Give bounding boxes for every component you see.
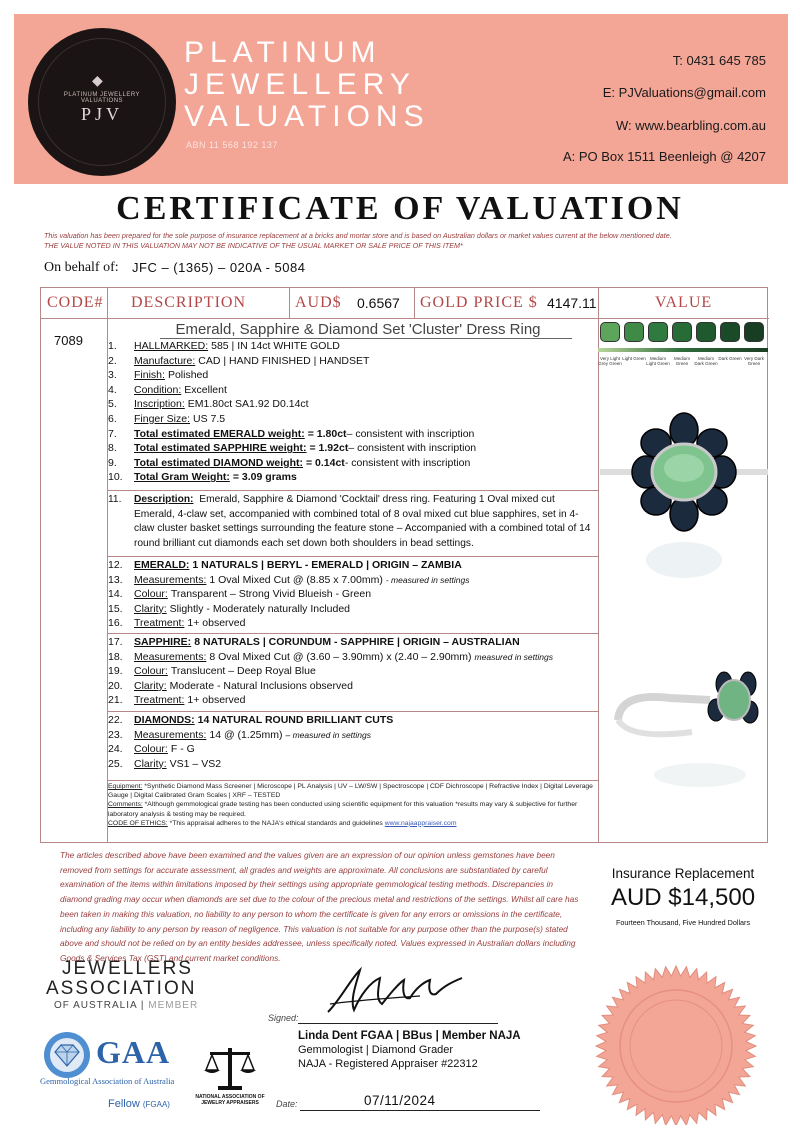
ring-top-view-image [600, 410, 768, 610]
signed-label: Signed: [268, 1013, 299, 1023]
item-title: Emerald, Sapphire & Diamond Set 'Cluster' Dress Ring [108, 321, 608, 338]
pjv-logo [28, 28, 176, 176]
colour-swatch-label: Very Light Grey Green [598, 356, 622, 366]
contact-phone: T: 0431 645 785 [672, 53, 766, 68]
header-value: VALUE [655, 294, 713, 311]
spec-row: 1. HALLMARKED: 585 | IN 14ct WHITE GOLD [108, 340, 340, 352]
embossed-seal [576, 960, 776, 1125]
scales-icon [200, 1042, 260, 1092]
spec-row: 22. DIAMONDS: 14 NATURAL ROUND BRILLIANT CUTS [108, 714, 394, 726]
signature-image [320, 960, 470, 1020]
date-line [300, 1110, 540, 1111]
colour-swatch-label: Medium Dark Green [694, 356, 718, 366]
spec-row: 13. Measurements: 1 Oval Mixed Cut @ (8.85 x 7.00mm) - measured in settings [108, 573, 470, 586]
colour-swatch-label: Dark Green [718, 356, 742, 361]
colour-swatch [672, 322, 692, 342]
certificate-title: CERTIFICATE OF VALUATION [116, 190, 684, 227]
spec-row: 14. Colour: Transparent – Strong Vivid Blueish - Green [108, 588, 372, 601]
contact-website[interactable]: W: www.bearbling.com.au [615, 118, 766, 133]
colour-swatch [600, 322, 620, 342]
gaa-diamond-icon [42, 1030, 92, 1080]
insurance-label: Insurance Replacement [611, 866, 755, 881]
spec-row: 4. Condition: Excellent [108, 383, 227, 396]
fellow-label: Fellow (FGAA) [108, 1098, 170, 1110]
appraiser-title: Gemmologist | Diamond Grader [298, 1044, 454, 1056]
ja-line-2: ASSOCIATION [46, 978, 197, 999]
colour-swatch-label: Very Dark Green [744, 356, 764, 366]
spec-row: 17. SAPPHIRE: 8 NATURALS | CORUNDUM - SAPPHIRE | ORIGIN – AUSTRALIAN [108, 636, 520, 648]
gaa-full-name: Gemmological Association of Australia [40, 1076, 175, 1086]
logo-initials: PJV [80, 104, 123, 124]
description-block: 11. Description: Emerald, Sapphire & Diamond 'Cocktail' dress ring. Featuring 1 Oval mixed cut Emerald, 4-claw set, accompanied with combined total of 8 oval mixed cut blue sapphires, set in 4-claw cluster basket settings surrounding the feature stone – Accompanied with a combined total of 14 round brilliant cut diamonds each set down both shoulders in bead settings. [108, 494, 591, 549]
header-aud-label: AUD$ [295, 294, 342, 311]
colour-swatch [696, 322, 716, 342]
ja-line-3: OF AUSTRALIA | MEMBER [54, 1000, 199, 1011]
header-gold-value: 4147.11 [547, 295, 597, 311]
appraiser-name: Linda Dent FGAA | BBus | Member NAJA [298, 1030, 521, 1042]
spec-row: 15. Clarity: Slightly - Moderately naturally Included [108, 602, 351, 615]
diamond-icon: ◆ [92, 72, 103, 88]
colour-swatch [744, 322, 764, 342]
signature-line [298, 1023, 498, 1024]
disclaimer: This valuation has been prepared for the sole purpose of insurance replacement at a bricks and mortar store and is based on Australian dollars or market values current at the below mentioned date. THE VALUE NOTED IN THIS VALUATION MAY NOT BE INDICATIVE OF THE USUAL MARKET OR SALE PRICE OF THIS ITEM* [44, 231, 672, 250]
contact-email[interactable]: E: PJValuations@gmail.com [602, 85, 766, 100]
item-code: 7089 [54, 333, 83, 348]
spec-row: 9. Total estimated DIAMOND weight: = 0.14ct - consistent with inscription [108, 456, 471, 469]
spec-row: 19. Colour: Translucent – Deep Royal Blue [108, 665, 316, 678]
colour-swatch-label: Medium Green [673, 356, 690, 366]
brand-line-1: PLATINUM [184, 36, 382, 69]
item-details [108, 339, 598, 485]
header-code: CODE# [47, 294, 104, 311]
on-behalf-value: JFC – (1365) – 020A - 5084 [132, 260, 306, 275]
header-description: DESCRIPTION [131, 294, 247, 311]
spec-row: 16. Treatment: 1+ observed [108, 617, 246, 630]
ring-side-view-image [600, 640, 768, 790]
spec-row: 7. Total estimated EMERALD weight: = 1.80ct – consistent with inscription [108, 427, 475, 440]
sapphire-details [108, 635, 598, 708]
contact-address: A: PO Box 1511 Beenleigh @ 4207 [562, 149, 766, 164]
spec-row: 25. Clarity: VS1 – VS2 [108, 757, 222, 770]
legal-statement: The articles described above have been examined and the values given are an expression of our opinion unless gemstones have been removed from settings for accurate assessment, all grades and weights are approximate. All conclusions are substantiated by careful examination of the items within limitations imposed by their settings using appropriate gemmological testing methods. Discrepancies in diamond grading may occur when diamonds are set due to the colour of the precious metal and restrictions of the settings. Whilst all care has been taken in making this valuation, no liability to any person to whom the certificate is given for any errors or omissions in the certificate, including any liability to any person by reason of negligence. This valuation is not suitable for any purpose other than the purpose(s) stated above and should not be relied on by an entity besides addressee, unless specifically noted. Values expressed in Australian dollars including Goods & Services Tax (GST) and current market conditions. [60, 850, 579, 963]
valuation-date: 07/11/2024 [364, 1093, 436, 1108]
diamond-details [108, 713, 598, 771]
spec-row: 6. Finger Size: US 7.5 [108, 412, 226, 425]
naja-link[interactable]: www.najaappraiser.com [384, 819, 457, 827]
colour-swatch [720, 322, 740, 342]
colour-swatch [648, 322, 668, 342]
colour-swatch-label: Light Green [622, 356, 646, 361]
abn-number: ABN 11 568 192 137 [186, 140, 278, 150]
spec-row: 18. Measurements: 8 Oval Mixed Cut @ (3.60 – 3.90mm) x (2.40 – 2.90mm) measured in settings [108, 650, 553, 663]
insurance-value: AUD $14,500 [610, 884, 756, 911]
spec-row: 20. Clarity: Moderate - Natural Inclusions observed [108, 679, 353, 692]
colour-swatch [624, 322, 644, 342]
on-behalf-label: On behalf of: [44, 260, 119, 275]
spec-row: 8. Total estimated SAPPHIRE weight: = 1.92ct – consistent with inscription [108, 442, 477, 455]
colour-gradient-bar [598, 348, 768, 352]
spec-row: 23. Measurements: 14 @ (1.25mm) – measured in settings [108, 728, 372, 741]
spec-row: 12. EMERALD: 1 NATURALS | BERYL - EMERALD | ORIGIN – ZAMBIA [108, 559, 462, 571]
insurance-value-words: Fourteen Thousand, Five Hundred Dollars [615, 918, 751, 927]
brand-line-2: JEWELLERY [184, 68, 416, 101]
logo-caption: PLATINUM JEWELLERY VALUATIONS [63, 92, 141, 104]
spec-row: 10. Total Gram Weight: = 3.09 grams [108, 471, 297, 484]
spec-row: 3. Finish: Polished [108, 369, 209, 382]
appraiser-registration: NAJA - Registered Appraiser #22312 [298, 1058, 478, 1070]
spec-row: 21. Treatment: 1+ observed [108, 694, 246, 707]
brand-line-3: VALUATIONS [184, 100, 430, 133]
header-gold-label: GOLD PRICE $ [420, 294, 538, 311]
emerald-details [108, 558, 598, 631]
spec-row: 24. Colour: F - G [108, 743, 195, 756]
naja-caption: NATIONAL ASSOCIATION OF JEWELRY APPRAISERS [195, 1094, 265, 1106]
spec-row: 2. Manufacture: CAD | HAND FINISHED | HANDSET [108, 354, 370, 367]
colour-swatch-label: Medium Light Green [646, 356, 670, 366]
header-aud-value: 0.6567 [357, 295, 400, 311]
ja-line-1: JEWELLERS [62, 958, 193, 979]
gaa-logo-text: GAA [96, 1034, 171, 1070]
spec-row: 5. Inscription: EM1.80ct SA1.92 D0.14ct [108, 398, 309, 411]
equipment-notes: Equipment: *Synthetic Diamond Mass Screener | Microscope | PL Analysis | UV – LW/SW | Spectroscope | CDF Dichroscope | Refractive Index | Digital Leverage Gauge | Digital Calibrated Gram Scales | XRF – TESTED Comments: *Although gemmological grade testing has been conducted using scientific equipment for this valuation *results may vary & subjective for further laboratory analysis & testing may be required. CODE OF ETHICS: *This appraisal adheres to the NAJA's ethical standards and guidelines www.najaappraiser.com [108, 783, 593, 827]
date-label: Date: [276, 1099, 298, 1109]
